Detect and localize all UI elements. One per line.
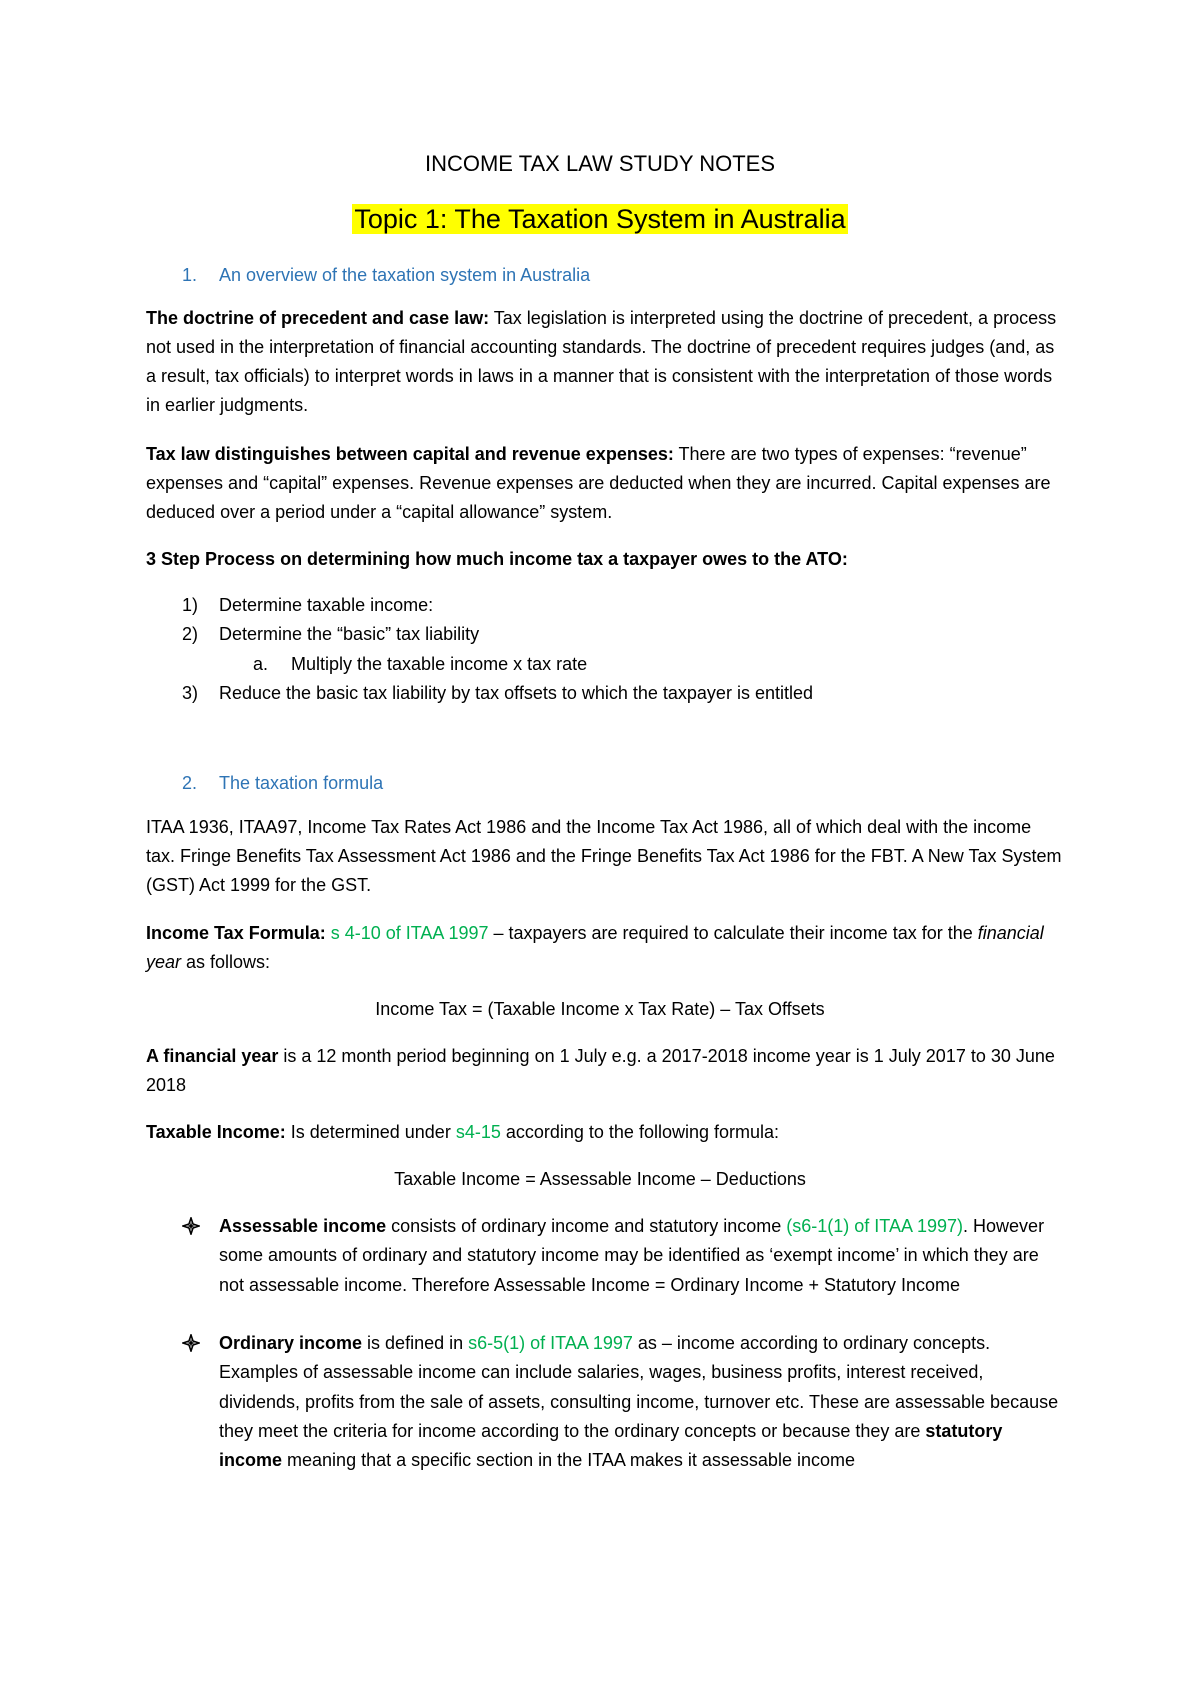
bullet-lead: Assessable income xyxy=(219,1216,387,1236)
paragraph-text: Is determined under xyxy=(285,1122,456,1142)
topic-heading xyxy=(0,200,1200,243)
paragraph-text: – taxpayers are required to calculate their income tax for the xyxy=(488,923,978,943)
list-item-number: 3) xyxy=(182,683,199,703)
section-number: 1. xyxy=(182,265,198,285)
paragraph-income-tax-formula xyxy=(146,919,1064,977)
paragraph-lead: 3 Step Process on determining how much income tax a taxpayer owes to the ATO: xyxy=(146,549,848,569)
paragraph-financial-year xyxy=(146,1042,1064,1100)
paragraph-text: according to the following formula: xyxy=(500,1122,780,1142)
paragraph-text: ITAA 1936, ITAA97, Income Tax Rates Act 1986 and the Income Tax Act 1986, all of which deal with the income tax. Fringe Benefits Tax Assessment Act 1986 and the Fringe Benefits Tax Act 1986 for the FBT. A New Tax System (GST) Act 1999 for the GST. xyxy=(146,817,1062,895)
paragraph-text: Tax legislation is interpreted using the doctrine of precedent, a process not used in the interpretation of financial accounting standards. The doctrine of precedent requires judges (and, as a result, tax officials) to interpret words in laws in a manner that is consistent with the interpretation of those words in earlier judgments. xyxy=(146,308,1057,415)
paragraph-lead: Taxable Income: xyxy=(146,1122,286,1142)
paragraph-lead: The doctrine of precedent and case law: xyxy=(146,308,490,328)
list-item-text: Determine the “basic” tax liability xyxy=(219,624,480,644)
paragraph-capital-revenue xyxy=(146,440,1064,527)
legislation-reference: s6-5(1) of ITAA 1997 xyxy=(468,1333,633,1353)
paragraph-lead: Income Tax Formula: xyxy=(146,923,326,943)
bullet-text-part: is defined in xyxy=(362,1333,469,1353)
list-item-number: 1) xyxy=(182,595,199,615)
bullet-bold-term: statutory income xyxy=(219,1420,1003,1471)
section-title: An overview of the taxation system in Australia xyxy=(219,265,591,285)
legislation-reference: s 4-10 of ITAA 1997 xyxy=(330,923,489,943)
diamond-bullet-icon xyxy=(182,1334,200,1352)
paragraph-italic: financial year xyxy=(146,923,1044,972)
list-item-number: 2) xyxy=(182,624,199,644)
paragraph-taxable-income xyxy=(146,1118,1064,1147)
paragraph-lead: A financial year xyxy=(146,1046,279,1066)
section-number: 2. xyxy=(182,773,198,793)
paragraph-lead: Tax law distinguishes between capital and revenue expenses: xyxy=(146,444,674,464)
paragraph-text: as follows: xyxy=(181,952,271,972)
document-title: INCOME TAX LAW STUDY NOTES xyxy=(424,151,775,176)
legislation-reference: (s6-1(1) of ITAA 1997) xyxy=(786,1216,964,1236)
bullet-lead: Ordinary income xyxy=(219,1333,363,1353)
section-title: The taxation formula xyxy=(219,773,384,793)
list-item xyxy=(0,620,1200,649)
equation-taxable-income: Taxable Income = Assessable Income – Deductions xyxy=(394,1169,806,1189)
list-item xyxy=(0,591,1200,620)
diamond-bullet-icon xyxy=(182,1217,200,1235)
paragraph-text: is a 12 month period beginning on 1 July e.g. a 2017-2018 income year is 1 July 2017 to 30 June 2018 xyxy=(146,1046,1055,1095)
list-item-text: Reduce the basic tax liability by tax offsets to which the taxpayer is entitled xyxy=(219,683,813,703)
list-item xyxy=(0,679,1200,708)
bullet-text xyxy=(219,1329,1064,1475)
topic-heading-text: Topic 1: The Taxation System in Australia xyxy=(354,204,846,234)
list-subitem xyxy=(0,650,1200,679)
bullet-text-part: . However some amounts of ordinary and statutory income may be identified as ‘exempt income’ in which they are not assessable income. Therefore Assessable Income = Ordinary Income + Statutory Income xyxy=(219,1216,1045,1295)
list-item-number: a. xyxy=(253,654,269,674)
equation-income-tax: Income Tax = (Taxable Income x Tax Rate) – Tax Offsets xyxy=(375,999,825,1019)
legislation-reference: s4-15 xyxy=(455,1122,501,1142)
list-item-text: Multiply the taxable income x tax rate xyxy=(291,654,588,674)
bullet-text xyxy=(219,1212,1064,1300)
bullet-text-part: as – income according to ordinary concepts. Examples of assessable income can include salaries, wages, business profits, interest received, dividends, profits from the sale of assets, consulting income, turnover etc. These are assessable because they meet the criteria for income according to the ordinary concepts or because they are xyxy=(219,1333,1059,1441)
paragraph-three-step-heading xyxy=(146,545,1064,574)
bullet-text-part: consists of ordinary income and statutory income xyxy=(386,1216,787,1236)
paragraph-acts xyxy=(146,813,1064,900)
paragraph-text: There are two types of expenses: “revenue” expenses and “capital” expenses. Revenue expenses are deducted when they are incurred. Capital expenses are deduced over a period under a “capital allowance” system. xyxy=(146,444,1051,522)
paragraph-doctrine-of-precedent xyxy=(146,304,1064,420)
list-item-text: Determine taxable income: xyxy=(219,595,434,615)
bullet-text-part: meaning that a specific section in the ITAA makes it assessable income xyxy=(282,1450,855,1471)
